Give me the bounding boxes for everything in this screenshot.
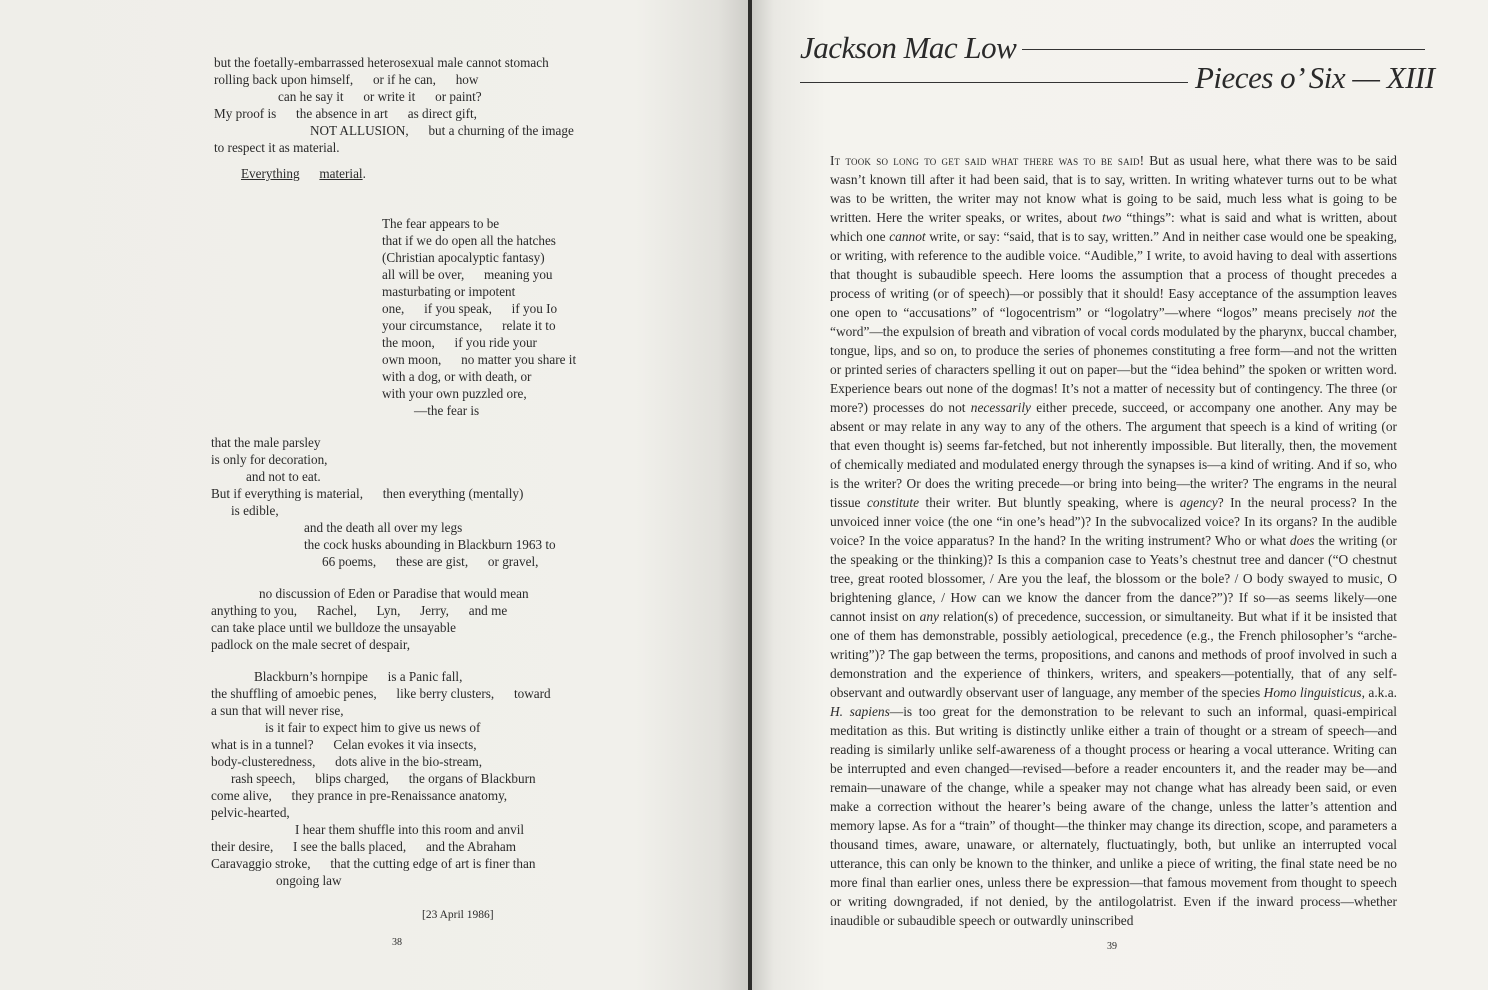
italic-span: cannot xyxy=(889,229,926,244)
author-name: Jackson Mac Low xyxy=(800,30,1017,65)
poem-line: their desire, I see the balls placed, and the Abraham xyxy=(211,839,517,854)
poem-line: —the fear is xyxy=(414,403,480,418)
poem-line: with a dog, or with death, or xyxy=(382,369,532,384)
poem-line: The fear appears to be xyxy=(382,216,500,231)
italic-span: not xyxy=(1357,305,1375,320)
poem-line: but the foetally-embarrassed heterosexual male cannot stomach xyxy=(214,55,549,70)
poem-line: and not to eat. xyxy=(246,469,321,484)
underlined-word-material: material xyxy=(319,166,363,181)
poem-line: your circumstance, relate it to xyxy=(382,318,556,333)
piece-title: Pieces o’ Six — XIII xyxy=(1195,60,1435,95)
prose-body xyxy=(830,151,1397,930)
underlined-words-line xyxy=(241,165,366,182)
poem-line: pelvic-hearted, xyxy=(211,805,290,820)
poem-line: the moon, if you ride your xyxy=(382,335,537,350)
poem-line: that if we do open all the hatches xyxy=(382,233,556,248)
italic-span: two xyxy=(1102,210,1122,225)
poem-line: anything to you, Rachel, Lyn, Jerry, and me xyxy=(211,603,508,618)
poem-line: is only for decoration, xyxy=(211,452,328,467)
prose-paragraph xyxy=(830,151,1397,930)
poem-line: rash speech, blips charged, the organs of Blackburn xyxy=(231,771,536,786)
poem-line: that the male parsley xyxy=(211,435,321,450)
poem-line: a sun that will never rise, xyxy=(211,703,344,718)
italic-span: constitute xyxy=(866,495,920,510)
poem-line: is it fair to expect him to give us news of xyxy=(265,720,481,735)
poem-line: and the death all over my legs xyxy=(304,520,463,535)
poem-line: padlock on the male secret of despair, xyxy=(211,637,411,652)
poem-line: My proof is the absence in art as direct gift, xyxy=(214,106,477,121)
prose-span: relation(s) of precedence, succession, or simultaneity. But what if it be insisted that one of them has demonstrable, possibly aetiological, precedence (e.g., the French philosopher’s “arche-writing”)? The gap between the terms, propositions, and canons and methods of proof involved in such a demonstration and the experience of thinkers, writers, and speakers—potentially, that of any self-observant and outwardly observant user of language, any member of the species xyxy=(830,609,1397,700)
prose-span: write, or say: “said, that is to say, written.” And in neither case would one be speaking, or writing, with reference to the audible voice. “Audible,” I write, to avoid having to deal with assertions that thought is subaudible speech. Here looms the assumption that a process of thought precedes a process of writing (or of speech)—or possibly that it should! Easy acceptance of the assumption leaves one open to “accusations” of “logocentrism” or “logolatry”—where “logos” means precisely xyxy=(830,229,1397,320)
poem-date: [23 April 1986] xyxy=(422,909,494,921)
poem-line: body-clusteredness, dots alive in the bio-stream, xyxy=(211,754,483,769)
prose-span: ? In the neural process? In the unvoiced inner voice (the one “in one’s head”)? In the subvocalized voice? In its organs? In the audible voice? In the voice apparatus? In the hand? In the writing instrument? Who or what xyxy=(830,495,1397,548)
poem-line: rolling back upon himself, or if he can, how xyxy=(214,72,479,87)
poem-line: ongoing law xyxy=(276,873,342,888)
italic-span: H. sapiens xyxy=(830,704,890,719)
poem-line: no discussion of Eden or Paradise that would mean xyxy=(259,586,529,601)
header-rule-bottom xyxy=(800,82,1188,83)
small-caps-opening: It took so long to get said what there was to be said! xyxy=(830,153,1145,168)
poem-line: can he say it or write it or paint? xyxy=(278,89,482,104)
poem-line: own moon, no matter you share it xyxy=(382,352,577,367)
poem-line: 66 poems, these are gist, or gravel, xyxy=(322,554,539,569)
prose-span: —is too great for the demonstration to be relevant to such an informal, quasi-empirical meditation as this. But writing is distinctly unlike either a train of thought or a stream of speech—and reading is similarly unlike self-awareness of a thought process or hearing a vocal utterance. Writing can be interrupted and even changed—revised—before a reader encounters it, and the reader may be—and remain—unaware of the change, while a speaker may not change what has already been said, or even make a correction without the hearer’s being aware of the change, unless the latter’s attention and memory lapse. As for a “train” of thought—the thinker may change its direction, scope, and parameters a thousand times, aware, unaware, or alternately, fluctuatingly, both, but unlike an interrupted vocal utterance, this can only be known to the thinker, and unlike a piece of writing, the final state need be no more final than earlier ones, unless there be expression—that famous movement from thought to speech or writing downgraded, if not denied, by the antilogolatrist. Even if the inward process—whether inaudible or subaudible speech or outwardly uninscribed xyxy=(830,704,1397,928)
poem-line: But if everything is material, then everything (mentally) xyxy=(211,486,524,501)
poem-line: what is in a tunnel? Celan evokes it via insects, xyxy=(211,737,477,752)
underlined-word-everything: Everything xyxy=(241,166,300,181)
poem-line: one, if you speak, if you Io xyxy=(382,301,558,316)
prose-span: But as usual here, what there was to be said wasn’t known till after it had been said, that is to say, written. In writing whatever turns out to be what was to be written, the writer may not know what is going to be said, much less what is going to be written. Here the writer speaks, or writes, about xyxy=(830,153,1397,225)
poem-line: can take place until we bulldoze the unsayable xyxy=(211,620,456,635)
poem-line: Caravaggio stroke, that the cutting edge of art is finer than xyxy=(211,856,536,871)
prose-span: either precede, succeed, or accompany one another. Any may be absent or may relate in any way to any of the others. The argument that speech is a kind of writing (or that even thought is) seems far-fetched, but not inherently impossible. But literally, then, the movement of chemically mediated and modulated energy through the synapses is—a kind of writing. And if so, who is the writer? Or does the writing precede—or bring into being—the writer? The engrams in the neural tissue xyxy=(830,400,1397,510)
italic-span: Homo linguisticus xyxy=(1263,685,1362,700)
italic-span: necessarily xyxy=(970,400,1032,415)
poem-line: masturbating or impotent xyxy=(382,284,516,299)
prose-span: their writer. But bluntly speaking, where is xyxy=(919,495,1180,510)
poem-line: come alive, they prance in pre-Renaissance anatomy, xyxy=(211,788,508,803)
page-number-right: 39 xyxy=(1107,941,1117,952)
poem-line: the shuffling of amoebic penes, like berry clusters, toward xyxy=(211,686,551,701)
prose-span: “things”: what is said and what is written, about which one xyxy=(830,210,1398,244)
poem-line: to respect it as material. xyxy=(214,140,340,155)
prose-span: the writing (or the speaking or the thinking)? Is this a companion case to Yeats’s chestnut tree and dancer (“O chestnut tree, great rooted blossomer, / Are you the leaf, the blossom or the bole? / O body swayed to music, O brightening glance, / How can we know the dancer from the dance?”)? If so—as seems likely—one cannot insist on xyxy=(830,533,1397,624)
poem-line: is edible, xyxy=(231,503,279,518)
italic-span: agency xyxy=(1179,495,1218,510)
page-number-left: 38 xyxy=(392,937,402,948)
poem-line: the cock husks abounding in Blackburn 1963 to xyxy=(304,537,556,552)
poem-line: all will be over, meaning you xyxy=(382,267,553,282)
prose-span: , a.k.a. xyxy=(1361,685,1398,700)
italic-span: does xyxy=(1289,533,1315,548)
poem-line: NOT ALLUSION, but a churning of the image xyxy=(310,123,574,138)
poem-line: (Christian apocalyptic fantasy) xyxy=(382,250,545,265)
period: . xyxy=(362,166,366,181)
poem-line: with your own puzzled ore, xyxy=(382,386,527,401)
italic-span: any xyxy=(919,609,939,624)
poem-line: I hear them shuffle into this room and anvil xyxy=(295,822,525,837)
poem-line: Blackburn’s hornpipe is a Panic fall, xyxy=(254,669,463,684)
prose-span: the “word”—the expulsion of breath and vibration of vocal cords modulated by the pharynx, buccal chamber, tongue, lips, and so on, to produce the series of phonemes constituting a free form—and not the written or printed series of characters spelling it out on paper—but the “idea behind” the spoken or written word. Experience bears out none of the dogmas! It’s not a matter of necessity but of contingency. The three (or more?) processes do not xyxy=(830,305,1397,415)
header-rule-top xyxy=(1022,49,1425,50)
